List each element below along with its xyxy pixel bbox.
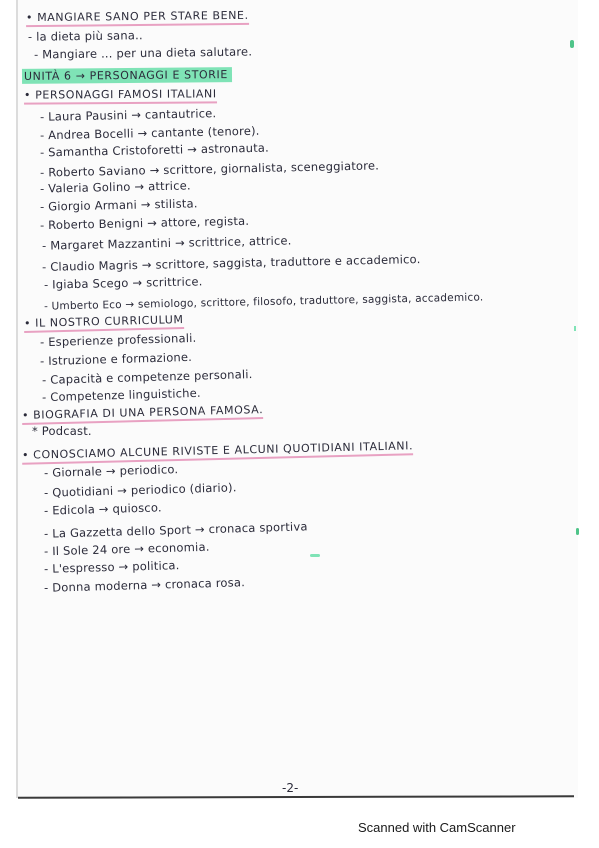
- note-line: - Mangiare ... per una dieta salutare.: [33, 44, 253, 62]
- list-item: - L'espresso → politica.: [43, 558, 180, 576]
- list-item: - Valeria Golino → attrice.: [39, 178, 191, 196]
- list-item: - Competenze linguistiche.: [41, 385, 201, 405]
- stray-mark: [570, 40, 574, 48]
- list-item: - Edicola → quiosco.: [43, 500, 162, 518]
- section-heading-riviste: • CONOSCIAMO ALCUNE RIVISTE E ALCUNI QUOTIDIANI ITALIANI.: [22, 439, 413, 465]
- list-item: - Laura Pausini → cantautrice.: [39, 106, 217, 124]
- list-item: - Claudio Magris → scrittore, saggista, traduttore e accademico.: [41, 252, 421, 274]
- section-heading-personaggi: • PERSONAGGI FAMOSI ITALIANI: [24, 87, 217, 104]
- list-item: - Margaret Mazzantini → scrittrice, attrice.: [41, 233, 292, 253]
- list-item: - Quotidiani → periodico (diario).: [43, 480, 237, 500]
- stray-mark: [576, 528, 579, 535]
- list-item: - Esperienze professionali.: [39, 330, 197, 350]
- heading-mangiare-sano: • MANGIARE SANO PER STARE BENE.: [26, 9, 249, 27]
- stray-mark: [310, 554, 320, 557]
- list-item: - Giornale → periodico.: [43, 462, 179, 480]
- list-item: - Roberto Saviano → scrittore, giornalista, sceneggiatore.: [39, 158, 380, 180]
- stray-mark: [574, 326, 576, 331]
- note-line: - la dieta più sana..: [27, 28, 143, 44]
- list-item: - Capacità e competenze personali.: [41, 367, 253, 387]
- list-item: - La Gazzetta dello Sport → cronaca sportiva: [43, 519, 308, 541]
- sheet-bottom-edge: [18, 795, 574, 798]
- unit-title: UNITÀ 6 → PERSONAGGI E STORIE: [22, 67, 232, 84]
- list-item: - Donna moderna → cronaca rosa.: [43, 575, 246, 595]
- list-item: - Istruzione e formazione.: [39, 349, 193, 369]
- section-heading-curriculum: • IL NOSTRO CURRICULUM: [24, 313, 184, 333]
- page-number: -2-: [282, 781, 299, 795]
- sheet-edge: [16, 0, 18, 798]
- list-item: - Il Sole 24 ore → economia.: [43, 539, 210, 559]
- list-item: - Roberto Benigni → attore, regista.: [39, 213, 250, 233]
- scanner-watermark: Scanned with CamScanner: [358, 820, 516, 835]
- section-heading-biografia: • BIOGRAFIA DI UNA PERSONA FAMOSA.: [22, 403, 264, 425]
- list-item: - Samantha Cristoforetti → astronauta.: [39, 140, 270, 160]
- list-item: - Giorgio Armani → stilista.: [39, 196, 198, 214]
- list-item: - Umberto Eco → semiologo, scrittore, filosofo, traduttore, saggista, accademico.: [43, 291, 484, 313]
- list-item: - Igiaba Scego → scrittrice.: [43, 274, 203, 292]
- list-item: - Andrea Bocelli → cantante (tenore).: [39, 123, 260, 143]
- list-item-podcast: * Podcast.: [32, 424, 92, 438]
